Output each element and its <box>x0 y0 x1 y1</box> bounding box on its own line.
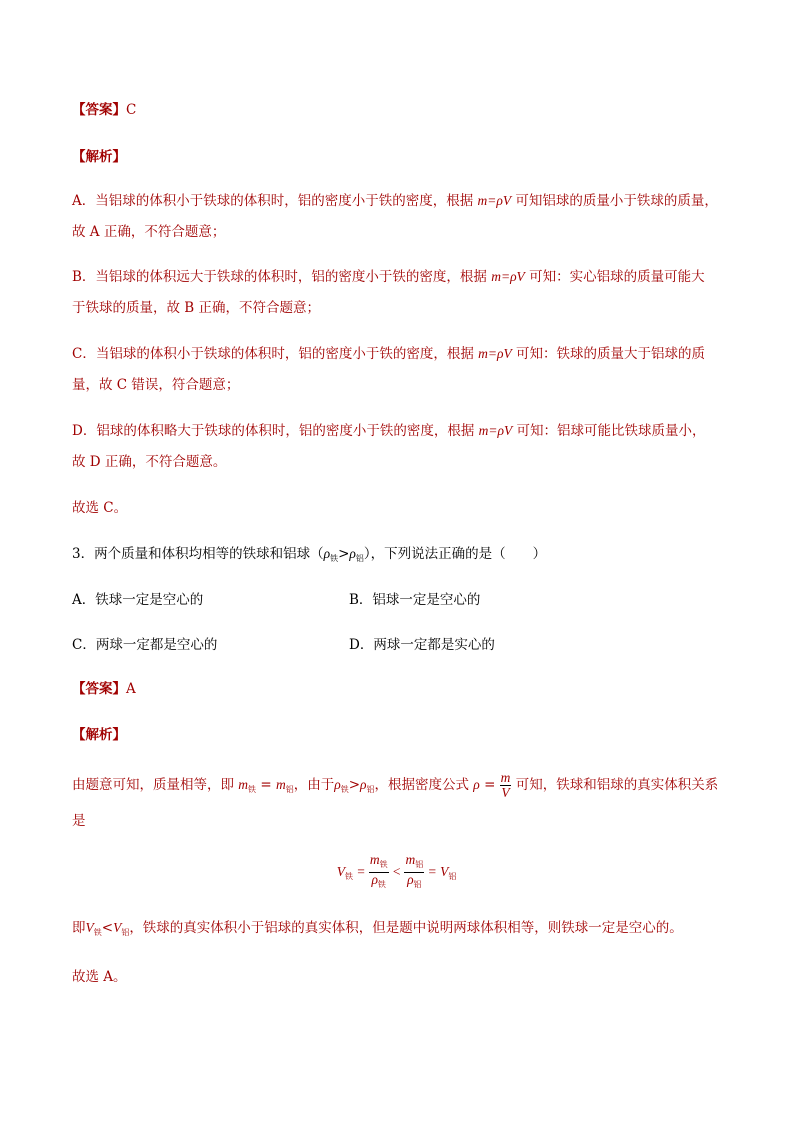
option-b-explanation-line2: 于铁球的质量，故 B 正确，不符合题意； <box>72 300 321 316</box>
fraction-al <box>404 853 424 892</box>
text: C．当铝球的体积小于铁球的体积时，铝的密度小于铁的密度，根据 <box>72 346 479 362</box>
rho: ρ <box>473 777 480 792</box>
subscript: 铝 <box>366 785 375 794</box>
option-c-explanation <box>72 344 705 364</box>
V: V <box>336 864 345 879</box>
eq: = <box>427 864 437 879</box>
answer-value: A <box>126 681 136 697</box>
subscript: 铁 <box>340 785 349 794</box>
V: V <box>85 920 94 935</box>
option-d-explanation <box>72 421 706 441</box>
answer-value: C <box>126 102 137 118</box>
text: 可知，铁球和铝球的真实体积关系 <box>511 777 719 793</box>
conclusion: 故选 C。 <box>72 500 128 516</box>
numerator <box>404 853 424 872</box>
subscript: 铁 <box>330 554 339 563</box>
rho: ρ <box>371 872 378 888</box>
fraction-fe <box>369 853 389 892</box>
rho: ρ <box>334 777 341 792</box>
denominator <box>404 872 424 892</box>
formula: m=ρV <box>491 269 525 284</box>
text: 可知铝球的质量小于铁球的质量， <box>511 193 718 209</box>
text: B．当铝球的体积远大于铁球的体积时，铝的密度小于铁的密度，根据 <box>72 269 492 285</box>
subscript: 铝 <box>121 928 130 937</box>
V: V <box>113 920 122 935</box>
gt: > <box>338 546 350 562</box>
m: m <box>275 777 286 792</box>
answer-label: 【答案】 <box>72 102 126 118</box>
subscript: 铁 <box>248 785 257 794</box>
analysis-label: 【解析】 <box>72 727 126 743</box>
subscript: 铝 <box>413 880 422 890</box>
eq: = <box>260 777 272 793</box>
subscript: 铁 <box>93 928 102 937</box>
answer-label: 【答案】 <box>72 681 126 697</box>
answer-line <box>72 679 136 699</box>
numerator: m <box>500 770 511 785</box>
option-a-explanation <box>72 191 718 211</box>
question-stem <box>72 544 546 569</box>
text: 由题意可知，质量相等，即 <box>72 777 239 793</box>
text: 可知：铝球可能比铁球质量小， <box>512 423 706 439</box>
text: A．当铝球的体积小于铁球的体积时，铝的密度小于铁的密度，根据 <box>72 193 478 209</box>
m: m <box>369 852 380 868</box>
denominator: V <box>501 785 510 800</box>
formula: m=ρV <box>478 423 513 438</box>
text: 3．两个质量和体积均相等的铁球和铝球（ <box>72 546 324 562</box>
text: 可知：铁球的质量大于铝球的质 <box>511 346 706 362</box>
option-a: A．铁球一定是空心的 <box>72 592 204 608</box>
rho: ρ <box>323 546 331 561</box>
subscript: 铝 <box>415 860 424 870</box>
formula: m=ρV <box>477 193 512 208</box>
V: V <box>440 864 449 879</box>
analysis-paragraph-2 <box>72 918 683 943</box>
text: 即 <box>72 920 86 936</box>
option-d-explanation-line2: 故 D 正确，不符合题意。 <box>72 454 227 470</box>
text: ，铁球的真实体积小于铝球的真实体积，但是题中说明两球体积相等，则铁球一定是空心的。 <box>129 920 683 936</box>
option-a-explanation-line2: 故 A 正确，不符合题意； <box>72 224 226 240</box>
option-b-explanation <box>72 267 705 287</box>
gt: > <box>348 777 360 793</box>
rho: ρ <box>360 777 367 792</box>
lt: < <box>101 920 114 936</box>
numerator <box>369 853 389 872</box>
option-b: B．铝球一定是空心的 <box>349 592 481 608</box>
text: ，由于 <box>293 777 335 793</box>
formula: m=ρV <box>478 346 512 361</box>
eq: = <box>356 864 366 879</box>
answer-line <box>72 100 136 120</box>
eq: = <box>484 777 496 793</box>
analysis-label: 【解析】 <box>72 149 126 165</box>
subscript: 铝 <box>285 785 294 794</box>
analysis-paragraph-line2: 是 <box>72 813 86 829</box>
option-c-explanation-line2: 量，故 C 错误，符合题意； <box>72 377 240 393</box>
subscript: 铝 <box>355 554 364 563</box>
lt: < <box>391 864 402 879</box>
subscript: 铁 <box>344 872 353 881</box>
text: D．铝球的体积略大于铁球的体积时，铝的密度小于铁的密度，根据 <box>72 423 479 439</box>
density-fraction <box>500 771 512 800</box>
m: m <box>405 852 416 868</box>
subscript: 铁 <box>377 880 386 890</box>
text: 可知：实心铝球的质量可能大 <box>524 269 705 285</box>
text: ，根据密度公式 <box>374 777 474 793</box>
subscript: 铁 <box>379 860 388 870</box>
rho: ρ <box>407 872 414 888</box>
option-c: C．两球一定都是空心的 <box>72 637 218 653</box>
denominator <box>369 872 389 892</box>
conclusion: 故选 A。 <box>72 969 127 985</box>
text: ），下列说法正确的是（ ） <box>363 546 547 562</box>
volume-equation <box>0 852 793 897</box>
rho: ρ <box>349 546 356 561</box>
option-d: D．两球一定都是实心的 <box>349 637 495 653</box>
m: m <box>238 777 249 792</box>
analysis-paragraph <box>72 770 718 800</box>
subscript: 铝 <box>448 872 457 881</box>
